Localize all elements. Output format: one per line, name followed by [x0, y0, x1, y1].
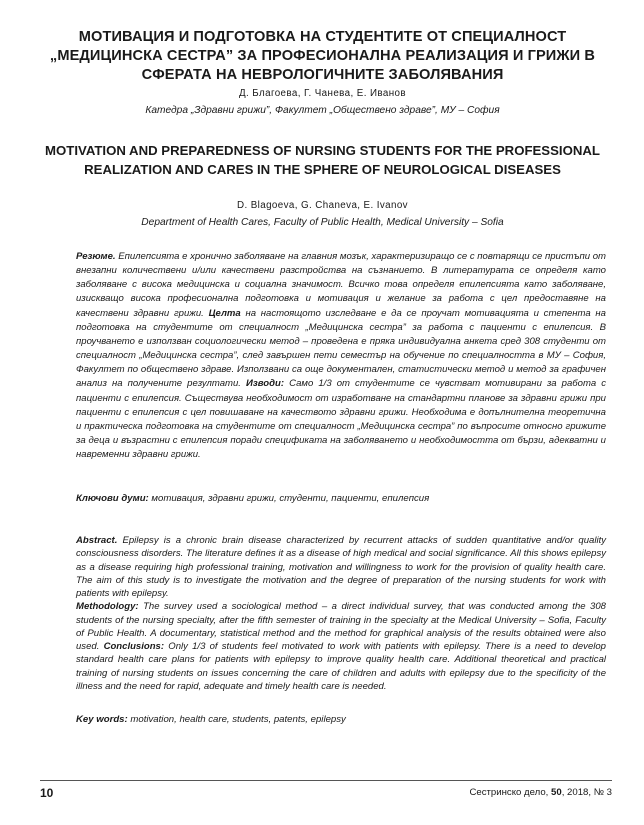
- keywords-text-en: motivation, health care, students, patents, epilepsy: [127, 714, 346, 725]
- abstract-text-bg-3: Само 1/3 от студентите се чувстват мотивирани за работа с пациенти с епилепсия. Съществува необходимост от изработване на стандартни планове за здравни грижи при пациенти с епилепсия с цел повишаване на качеството здравни грижи. Необходима е допълнителна теоретична и практическа подготовка на студентите от специалност „Медицинска сестра” по въпросите относно грижите за деца и възрастни с епилепсия поради спецификата на заболяването и необходимостта от бързи, адекватни и навременни здравни грижи.: [76, 378, 606, 461]
- abstract-text-en-1: Epilepsy is a chronic brain disease characterized by recurrent attacks of sudden quantitative and/or quality consciousness disorders. The literature defines it as a disease of high medical and social significance. All this shows epilepsy as a disease requiring high professional training, motivation and willingness to work for the provision of quality health care. The aim of this study is to investigate the motivation and the degree of preparation of the nursing students for work with patients with epilepsy.: [76, 535, 606, 599]
- conclusions-label-bg: Изводи:: [240, 378, 285, 390]
- journal-name: Сестринско дело,: [469, 787, 552, 798]
- keywords-text-bg: мотивация, здравни грижи, студенти, пациенти, епилепсия: [148, 493, 430, 504]
- keywords-label-en: Key words:: [76, 714, 128, 725]
- abstract-label-bg: Резюме.: [76, 251, 116, 262]
- abstract-text-bg-1: Епилепсията е хронично заболяване на главния мозък, характеризиращо се с повтарящи се пристъпи от внезапни количествени и/или качествени разстройства на съзнанието. В литературата се определя като заболяване с висока медицинска и социална значимост. Всичко това определя епилепсията като заболяване, изискващо висока професионална подготовка и мотивация и желание за работа с цел предоставяне на качествени здравни грижи.: [76, 251, 606, 319]
- abstract-text-en-2: The survey used a sociological method – a direct individual survey, that was conducted among the 308 students of the nursing specialty, after the fifth semester of training in the specialty at the Medical University – Sofia, Faculty of Public Health. A documentary, statistical method and the method for graphical analysis of the results obtained were also used.: [76, 601, 606, 652]
- abstract-label-en: Abstract.: [76, 535, 118, 546]
- abstract-bulgarian: [76, 250, 606, 462]
- keywords-bulgarian: [76, 493, 606, 504]
- journal-volume: 50: [551, 787, 562, 798]
- abstract-text-en-3: Only 1/3 of students feel motivated to work with patients with epilepsy. There is a need to develop standard health care plans for patients with epilepsy to improve quality health care. Additional theoretical and practical training of nursing students on issues concerning the care of children and adults with epilepsy due to the specificity of the illness and the need for rapid, adequate and timely health care is needed.: [76, 641, 606, 692]
- conclusions-label-en: Conclusions:: [99, 641, 165, 652]
- authors-english: D. Blagoeva, G. Chaneva, E. Ivanov: [237, 200, 408, 211]
- footer-rule: [40, 780, 612, 781]
- journal-reference: [469, 787, 612, 798]
- page-number: 10: [40, 786, 54, 800]
- abstract-text-bg-2: на настоящото изследване е да се проучат мотивацията и степента на подготовка на студентите от специалност „Медицинска сестра” за работа с пациенти с епилепсия. В проучването е използван социологически метод – проведена е пряка индивидуална анкета сред 308 студенти от специалност „Медицинска сестра”, след завършен пети семестър на обучение по специалността в МУ – София, Факултет по обществено здраве. Използвани са още документален, статистически метод и метод за графичен анализ на получените резултати.: [76, 307, 606, 390]
- title-bulgarian: МОТИВАЦИЯ И ПОДГОТОВКА НА СТУДЕНТИТЕ ОТ СПЕЦИАЛНОСТ „МЕДИЦИНСКА СЕСТРА” ЗА ПРОФЕСИОНАЛНА РЕАЛИЗАЦИЯ И ГРИЖИ В СФЕРАТА НА НЕВРОЛОГИЧНИТЕ ЗАБОЛЯВАНИЯ: [49, 29, 596, 83]
- abstract-english: [76, 534, 606, 693]
- keywords-english: [76, 714, 606, 725]
- keywords-label-bg: Ключови думи:: [76, 493, 149, 504]
- aim-label-bg: Целта: [203, 307, 241, 319]
- authors-bulgarian: Д. Благоева, Г. Чанева, Е. Иванов: [238, 88, 406, 99]
- affiliation-english: Department of Health Cares, Faculty of Public Health, Medical University – Sofia: [141, 217, 504, 228]
- title-english: MOTIVATION AND PREPAREDNESS OF NURSING STUDENTS FOR THE PROFESSIONAL REALIZATION AND CARES IN THE SPHERE OF NEUROLOGICAL DISEASES: [45, 143, 600, 177]
- affiliation-bulgarian: Катедра „Здравни грижи”, Факултет „Обществено здраве”, МУ – София: [145, 105, 500, 116]
- methodology-label-en: Methodology:: [76, 601, 139, 613]
- journal-year-issue: , 2018, № 3: [561, 787, 612, 798]
